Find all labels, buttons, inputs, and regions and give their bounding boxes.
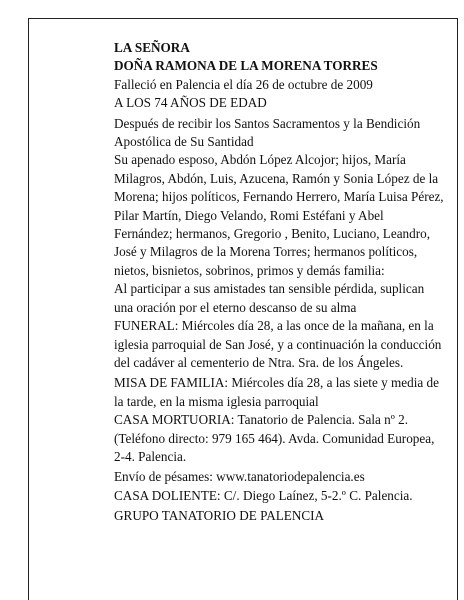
- funeral-home-group: GRUPO TANATORIO DE PALENCIA: [114, 508, 325, 524]
- family-mass-paragraph: MISA DE FAMILIA: Miércoles día 28, a las siete y media de la tarde, en la misma iglesia parroquial: [114, 375, 439, 409]
- deceased-name: DOÑA RAMONA DE LA MORENA TORRES: [114, 58, 378, 74]
- sacraments-paragraph: Después de recibir los Santos Sacramentos y la Bendición Apostólica de Su Santidad: [114, 115, 421, 150]
- obituary-notice: [114, 39, 444, 526]
- condolences-line: Envío de pésames: www.tanatoriodepalencia.es: [114, 469, 365, 485]
- family-paragraph: Su apenado esposo, Abdón López Alcojor; hijos, María Milagros, Abdón, Luis, Azucena, Ramón y Sonia López de la Morena; hijos políticos, Fernando Herrero, María Luisa Pérez, Pilar Martín, Diego Velando, Romi Estéfani y Abel Fernández; hermanos, Gregorio , Benito, Luciano, Leandro, José y Milagros de la Morena Torres; hermanos políticos, nietos, bisnietos, sobrinos, primos y demás familia:: [114, 152, 444, 278]
- request-paragraph: Al participar a sus amistades tan sensible pérdida, suplican una oración por el eterno descanso de su alma: [114, 281, 425, 315]
- grieving-house-paragraph: CASA DOLIENTE: C/. Diego Laínez, 5-2.º C. Palencia.: [114, 487, 413, 503]
- age-line: A LOS 74 AÑOS DE EDAD: [114, 95, 267, 111]
- funeral-paragraph: FUNERAL: Miércoles día 28, a las once de la mañana, en la iglesia parroquial de San José, y a continuación la conducción del cadáver al cementerio de Ntra. Sra. de los Ángeles.: [114, 318, 442, 370]
- death-date-line: Falleció en Palencia el día 26 de octubre de 2009: [114, 76, 373, 92]
- notice-title-line1: LA SEÑORA: [114, 40, 190, 55]
- mortuary-paragraph: CASA MORTUORIA: Tanatorio de Palencia. Sala nº 2. (Teléfono directo: 979 165 464). Avda. Comunidad Europea, 2-4. Palencia.: [114, 412, 435, 464]
